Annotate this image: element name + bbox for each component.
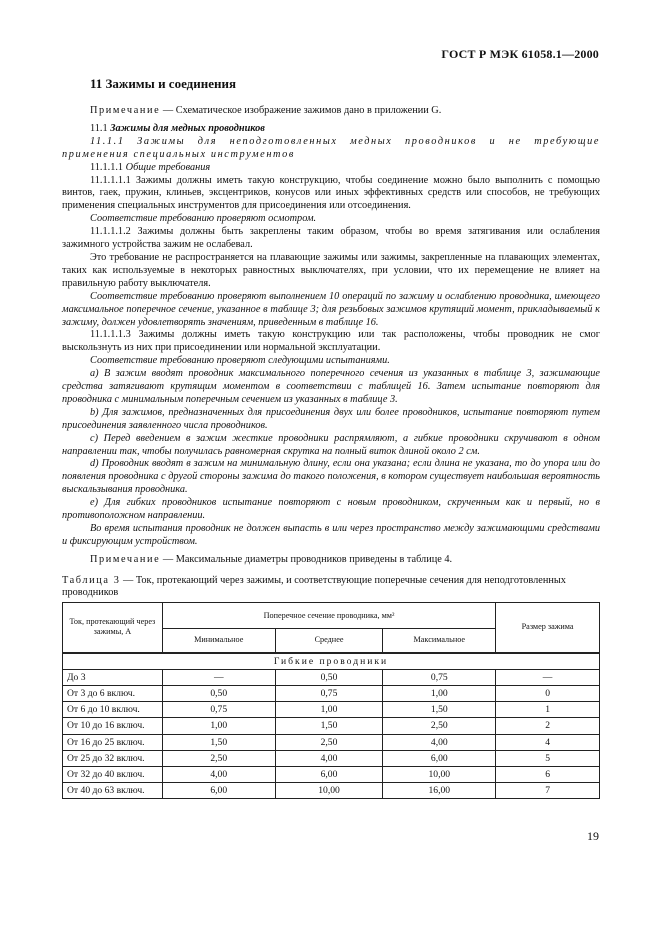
- header-terminal-size: Размер зажима: [496, 603, 600, 653]
- note-2-text: — Максимальные диаметры проводников приведены в таблице 4.: [160, 553, 453, 565]
- cell-min: 0,50: [162, 686, 275, 702]
- table-row: [63, 783, 600, 799]
- subsection-11-1: [62, 123, 600, 136]
- cell-current: От 16 до 25 включ.: [63, 734, 163, 750]
- header-max: Максимальное: [383, 629, 496, 653]
- test-item-d: d) Проводник вводят в зажим на минимальную длину, если она указана; если длина не указана, то до упора или до появления проводника с другой стороны зажима до такого положения, в котором существует наибольшая вероятность выскальзывания проводника.: [62, 458, 600, 496]
- paragraph-11-1-1-1-1: 11.1.1.1.1 Зажимы должны иметь такую конструкцию, чтобы соединение можно было выполнить с помощью винтов, гаек, пружин, клиньев, эксцентриков, конусов или иных эффективных средств или способов, не требующих применения специальных инструментов для присоединения или отсоединения.: [62, 174, 600, 212]
- cell-current: От 40 до 63 включ.: [63, 783, 163, 799]
- cell-max: 1,00: [383, 686, 496, 702]
- cell-current: От 3 до 6 включ.: [63, 686, 163, 702]
- section-title: 11 Зажимы и соединения: [90, 76, 237, 91]
- cell-min: 1,50: [162, 734, 275, 750]
- cell-mid: 1,00: [275, 702, 383, 718]
- cell-size: 2: [496, 718, 600, 734]
- group-flexible-conductors: Гибкие проводники: [63, 653, 600, 670]
- cell-min: 6,00: [162, 783, 275, 799]
- subsection-11-1-1-1-number: 11.1.1.1: [90, 161, 126, 173]
- table-3: [62, 602, 600, 799]
- cell-min: 1,00: [162, 718, 275, 734]
- paragraph-11-1-1-1-2-exception: Это требование не распространяется на плавающие зажимы или зажимы, закрепленные на плавающих элементах, таких как используемые в некоторых равностных выключателях, при условии, что их перемещение не влияет на правильную работу выключателя.: [62, 251, 600, 289]
- header-current: Ток, протекающий через зажимы, А: [63, 603, 163, 653]
- table-row: [63, 718, 600, 734]
- document-header: ГОСТ Р МЭК 61058.1—2000: [441, 47, 599, 61]
- paragraph-11-1-1-1-2: 11.1.1.1.2 Зажимы должны быть закреплены таким образом, чтобы во время затягивания или ослабления зажимного устройства зажим не ослабевал.: [62, 226, 600, 251]
- cell-size: 0: [496, 686, 600, 702]
- cell-current: От 10 до 16 включ.: [63, 718, 163, 734]
- subsection-11-1-number: 11.1: [90, 122, 111, 134]
- cell-max: 2,50: [383, 718, 496, 734]
- table-row: [63, 734, 600, 750]
- page-content: [62, 76, 600, 799]
- cell-size: —: [496, 669, 600, 685]
- table-row: [63, 686, 600, 702]
- cell-mid: 10,00: [275, 783, 383, 799]
- cell-current: От 25 до 32 включ.: [63, 750, 163, 766]
- cell-max: 1,50: [383, 702, 496, 718]
- test-item-c: c) Перед введением в зажим жесткие проводники распрямляют, а гибкие проводники скручивают в одном направлении так, чтобы получилась равномерная скрутка на полный виток длиной около 2 см.: [62, 432, 600, 457]
- table-caption-text: — Ток, протекающий через зажимы, и соответствующие поперечные сечения для неподготовленных проводников: [62, 574, 566, 598]
- cell-mid: 2,50: [275, 734, 383, 750]
- header-cross-section: Поперечное сечение проводника, мм²: [162, 603, 495, 629]
- cell-size: 5: [496, 750, 600, 766]
- subsection-11-1-1: 11.1.1 Зажимы для неподготовленных медных проводников и не требующие применения специальных инструментов: [62, 135, 600, 160]
- cell-max: 4,00: [383, 734, 496, 750]
- note-2: [62, 554, 600, 567]
- cell-mid: 0,75: [275, 686, 383, 702]
- compliance-check-1: Соответствие требованию проверяют осмотром.: [90, 213, 317, 225]
- cell-min: 4,00: [162, 766, 275, 782]
- table-row: [63, 702, 600, 718]
- compliance-check-2: Соответствие требованию проверяют выполнением 10 операций по зажиму и ослаблению проводника, имеющего максимальное поперечное сечение, указанное в таблице 3; для резьбовых зажимов крутящий момент, прикладываемый к зажиму, должен удовлетворять значениям, приведенным в таблице 16.: [62, 290, 600, 328]
- note-1-label: Примечание: [90, 105, 161, 116]
- header-min: Минимальное: [162, 629, 275, 653]
- cell-size: 7: [496, 783, 600, 799]
- cell-min: 0,75: [162, 702, 275, 718]
- note-1-text: — Схематическое изображение зажимов дано в приложении G.: [160, 105, 442, 116]
- cell-mid: 4,00: [275, 750, 383, 766]
- note-2-label: Примечание: [90, 553, 161, 565]
- table-row: [63, 669, 600, 685]
- cell-current: До 3: [63, 669, 163, 685]
- cell-mid: 0,50: [275, 669, 383, 685]
- table-caption: [62, 575, 600, 599]
- header-mid: Среднее: [275, 629, 383, 653]
- cell-min: 2,50: [162, 750, 275, 766]
- cell-max: 16,00: [383, 783, 496, 799]
- subsection-11-1-1-1-title: Общие требования: [125, 161, 211, 173]
- cell-mid: 6,00: [275, 766, 383, 782]
- cell-max: 6,00: [383, 750, 496, 766]
- test-item-a: a) В зажим вводят проводник максимального поперечного сечения из указанных в таблице 3, зажимающие средства затягивают крутящим моментом в соответствии с таблицей 16. Затем испытание повторяют для проводника с минимальным поперечным сечением из указанных в таблице 3.: [62, 368, 600, 405]
- cell-max: 10,00: [383, 766, 496, 782]
- table-row: [63, 750, 600, 766]
- test-item-b: b) Для зажимов, предназначенных для присоединения двух или более проводников, испытание повторяют путем присоединения заявленного числа проводников.: [62, 406, 600, 431]
- cell-current: От 32 до 40 включ.: [63, 766, 163, 782]
- table-caption-label: Таблица 3: [62, 574, 121, 586]
- cell-size: 4: [496, 734, 600, 750]
- cell-size: 1: [496, 702, 600, 718]
- cell-max: 0,75: [383, 669, 496, 685]
- subsection-11-1-1-1: [62, 162, 600, 175]
- subsection-11-1-title: Зажимы для медных проводников: [110, 122, 265, 134]
- paragraph-11-1-1-1-3: 11.1.1.1.3 Зажимы должны иметь такую конструкцию или так расположены, чтобы проводник не смог выскользнуть из них при присоединении или нормальной эксплуатации.: [62, 329, 600, 354]
- compliance-check-3: Соответствие требованию проверяют следующими испытаниями.: [90, 355, 390, 367]
- test-note: Во время испытания проводник не должен выпасть в или через пространство между зажимающими средствами и фиксирующим устройством.: [62, 523, 600, 547]
- cell-min: —: [162, 669, 275, 685]
- cell-mid: 1,50: [275, 718, 383, 734]
- page-number: 19: [587, 829, 599, 843]
- cell-size: 6: [496, 766, 600, 782]
- note-1: [62, 105, 600, 118]
- test-item-e: e) Для гибких проводников испытание повторяют с новым проводником, скрученным как и первый, но в противоположном направлении.: [62, 497, 600, 522]
- cell-current: От 6 до 10 включ.: [63, 702, 163, 718]
- table-row: [63, 766, 600, 782]
